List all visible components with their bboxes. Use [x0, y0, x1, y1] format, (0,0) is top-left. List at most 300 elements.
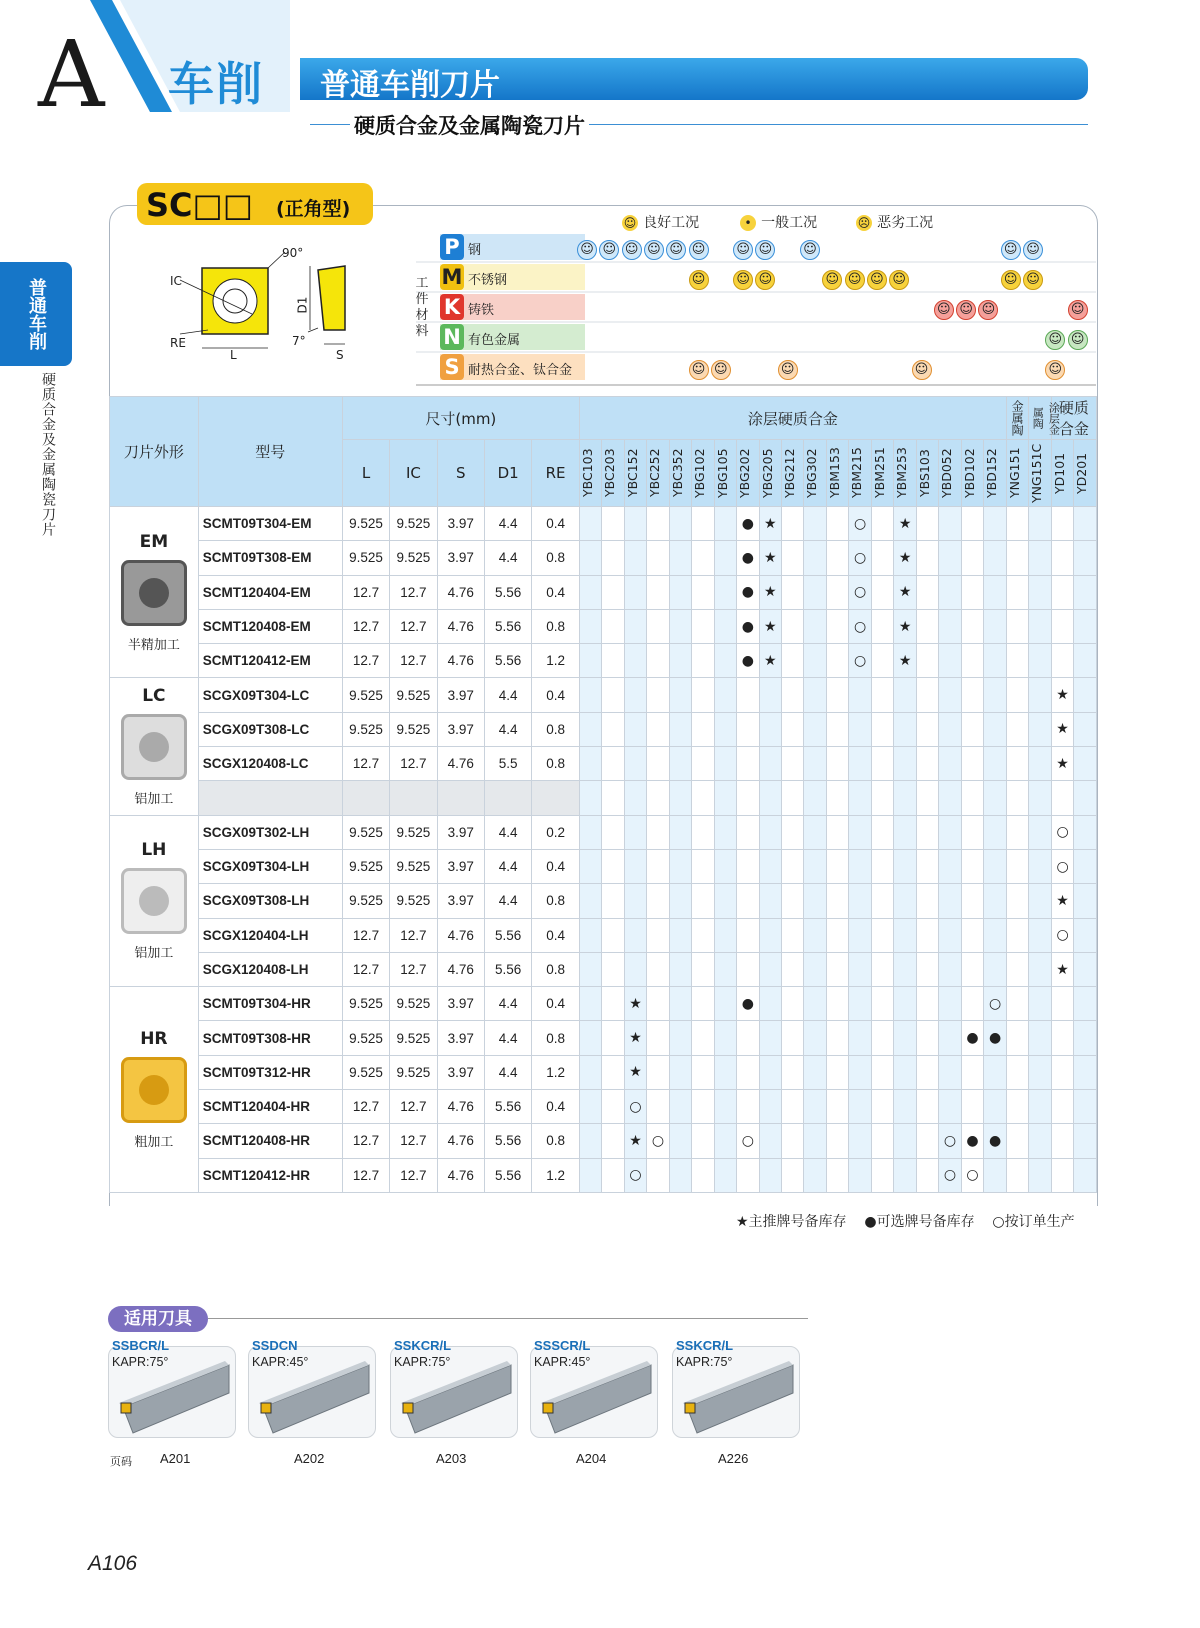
grade-cell — [714, 815, 736, 849]
grade-cell — [624, 952, 646, 986]
grade-cell — [1051, 987, 1073, 1021]
dim-cell-ic: 9.525 — [390, 507, 437, 541]
grade-cell: ● — [984, 1021, 1007, 1055]
tools-page-label: 页码 — [110, 1455, 132, 1468]
grade-cell — [692, 1090, 714, 1124]
dim-cell-d1: 4.4 — [484, 987, 531, 1021]
grade-cell — [714, 1021, 736, 1055]
grade-cell — [826, 952, 848, 986]
dim-cell-ic — [390, 781, 437, 815]
dim-cell-ic: 9.525 — [390, 541, 437, 575]
page-subtitle: 硬质合金及金属陶瓷刀片 — [350, 110, 589, 140]
tool-page-ref[interactable]: A201 — [160, 1451, 191, 1466]
insert-photo-icon — [121, 560, 187, 626]
grade-cell — [714, 952, 736, 986]
grade-cell — [804, 541, 826, 575]
dim-cell-l — [342, 781, 389, 815]
grade-cell — [1051, 541, 1073, 575]
dim-header-d1: D1 — [484, 440, 531, 507]
grade-cell — [647, 644, 669, 678]
side-tab-subtitle: 硬质合金及金属陶瓷刀片 — [40, 372, 56, 537]
grade-cell — [804, 507, 826, 541]
grade-cell — [849, 952, 871, 986]
grade-cell — [669, 849, 691, 883]
grade-cell: ★ — [894, 507, 916, 541]
grade-cell — [961, 815, 983, 849]
chapter-letter: A — [38, 21, 105, 128]
grade-cell — [849, 678, 871, 712]
material-name-s: 耐热合金、钛合金 — [468, 363, 573, 378]
smiley-good-icon: ☺ — [623, 216, 637, 230]
grade-cell — [647, 1055, 669, 1089]
condition-smiley-icon: ☺ — [755, 240, 775, 260]
condition-smiley-icon: ☺ — [778, 360, 798, 380]
grade-cell: ● — [961, 1124, 983, 1158]
grade-cell — [669, 815, 691, 849]
grade-cell — [782, 747, 804, 781]
grade-cell — [1074, 1090, 1097, 1124]
grade-cell — [826, 507, 848, 541]
grade-cell — [1074, 1124, 1097, 1158]
grade-cell — [624, 541, 646, 575]
table-row — [110, 575, 1097, 609]
grade-cell — [894, 781, 916, 815]
grade-cell — [692, 815, 714, 849]
material-name-n: 有色金属 — [468, 333, 521, 348]
grade-cell — [916, 1158, 938, 1192]
dim-cell-s: 3.97 — [437, 507, 484, 541]
grade-cell: ○ — [849, 507, 871, 541]
grade-cell — [1006, 712, 1028, 746]
dim-cell-s: 3.97 — [437, 815, 484, 849]
grade-cell — [692, 1158, 714, 1192]
condition-smiley-icon: ☺ — [711, 360, 731, 380]
tool-page-ref[interactable]: A202 — [294, 1451, 325, 1466]
grade-cell: ★ — [759, 644, 781, 678]
dim-cell-d1: 5.56 — [484, 1158, 531, 1192]
table-row — [110, 952, 1097, 986]
grade-cell: ★ — [624, 1124, 646, 1158]
grade-cell — [647, 1158, 669, 1192]
grade-cell — [826, 781, 848, 815]
grade-cell — [1051, 1090, 1073, 1124]
grade-cell — [714, 747, 736, 781]
grade-cell — [1074, 952, 1097, 986]
grade-cell — [782, 884, 804, 918]
grade-cell — [579, 678, 601, 712]
grade-cell — [916, 678, 938, 712]
grade-cell — [647, 541, 669, 575]
grade-cell — [692, 849, 714, 883]
col-coated-cermet-header: 涂层金属陶 — [1029, 397, 1051, 440]
grade-cell — [939, 644, 961, 678]
condition-smiley-icon: ☺ — [1001, 240, 1021, 260]
grade-cell — [1074, 918, 1097, 952]
grade-cell — [871, 644, 893, 678]
grade-cell — [737, 712, 759, 746]
grade-cell — [1006, 987, 1028, 1021]
grade-cell — [849, 1090, 871, 1124]
grade-cell — [759, 1055, 781, 1089]
condition-smiley-icon: ☺ — [622, 240, 642, 260]
model-cell: SCGX09T302-LH — [198, 815, 342, 849]
section-shape-note: (正角型) — [276, 198, 351, 220]
grade-cell — [826, 987, 848, 1021]
condition-smiley-icon: ☺ — [1045, 330, 1065, 350]
dim-cell-d1: 5.56 — [484, 575, 531, 609]
dim-cell-re: 0.8 — [532, 1124, 579, 1158]
insert-group-lc — [110, 678, 199, 815]
dim-cell-d1: 5.56 — [484, 952, 531, 986]
tool-page-ref[interactable]: A203 — [436, 1451, 467, 1466]
grade-cell — [579, 507, 601, 541]
dim-cell-d1: 5.5 — [484, 747, 531, 781]
grade-cell — [984, 918, 1007, 952]
grade-cell — [737, 849, 759, 883]
grade-cell — [804, 781, 826, 815]
grade-cell — [871, 815, 893, 849]
dim-cell-d1 — [484, 781, 531, 815]
grade-cell — [916, 781, 938, 815]
grade-cell — [647, 575, 669, 609]
tool-page-ref[interactable]: A204 — [576, 1451, 607, 1466]
grade-cell: ★ — [894, 644, 916, 678]
grade-cell — [579, 987, 601, 1021]
grade-cell: ★ — [1051, 952, 1073, 986]
grade-cell — [894, 918, 916, 952]
grade-cell — [826, 541, 848, 575]
grade-cell — [871, 507, 893, 541]
dim-cell-ic: 9.525 — [390, 678, 437, 712]
grade-cell — [1029, 1021, 1051, 1055]
table-row — [110, 1090, 1097, 1124]
grade-cell — [1051, 644, 1073, 678]
grade-cell — [1006, 849, 1028, 883]
model-cell: SCMT09T312-HR — [198, 1055, 342, 1089]
condition-smiley-icon: ☺ — [689, 240, 709, 260]
grade-cell: ○ — [939, 1158, 961, 1192]
grade-cell — [1006, 575, 1028, 609]
grade-cell — [1074, 987, 1097, 1021]
grade-cell — [759, 747, 781, 781]
grade-cell — [714, 1124, 736, 1158]
dim-cell-s: 3.97 — [437, 1055, 484, 1089]
grade-cell — [1029, 747, 1051, 781]
dim-cell-s: 4.76 — [437, 918, 484, 952]
grade-header-ybg212: YBG212 — [782, 440, 804, 507]
grade-cell — [849, 712, 871, 746]
grade-cell — [669, 1158, 691, 1192]
grade-cell — [849, 918, 871, 952]
grade-cell — [826, 1158, 848, 1192]
grade-cell — [669, 644, 691, 678]
grade-cell — [961, 678, 983, 712]
grade-cell — [1051, 609, 1073, 643]
dim-cell-l: 9.525 — [342, 1055, 389, 1089]
dim-cell-ic: 9.525 — [390, 1055, 437, 1089]
grade-cell — [647, 1090, 669, 1124]
grade-cell — [714, 1158, 736, 1192]
grade-cell — [804, 1158, 826, 1192]
grade-cell — [579, 747, 601, 781]
dim-header-ic: IC — [390, 440, 437, 507]
grade-cell — [692, 507, 714, 541]
dim-cell-ic: 12.7 — [390, 918, 437, 952]
grade-cell — [669, 1055, 691, 1089]
grade-cell — [894, 1055, 916, 1089]
dim-cell-d1: 5.56 — [484, 918, 531, 952]
grade-cell — [939, 678, 961, 712]
grade-cell — [1006, 678, 1028, 712]
grade-cell — [1074, 1055, 1097, 1089]
grade-cell — [871, 884, 893, 918]
grade-cell — [1051, 1124, 1073, 1158]
tool-name: SSSCR/L — [534, 1338, 591, 1353]
grade-cell — [624, 781, 646, 815]
grade-cell — [759, 815, 781, 849]
grade-cell — [692, 541, 714, 575]
model-cell: SCMT120412-HR — [198, 1158, 342, 1192]
grade-cell — [782, 678, 804, 712]
tool-kapr: KAPR:75° — [112, 1355, 169, 1369]
grade-header-yd101: YD101 — [1051, 440, 1073, 507]
grade-cell — [804, 1055, 826, 1089]
grade-cell — [804, 1124, 826, 1158]
grade-cell — [579, 849, 601, 883]
model-cell: SCMT09T308-EM — [198, 541, 342, 575]
grade-cell — [782, 781, 804, 815]
dim-cell-ic: 9.525 — [390, 1021, 437, 1055]
dim-cell-d1: 4.4 — [484, 507, 531, 541]
grade-cell — [916, 507, 938, 541]
condition-smiley-icon: ☺ — [1045, 360, 1065, 380]
grade-cell — [1006, 1158, 1028, 1192]
dim-cell-s: 4.76 — [437, 644, 484, 678]
grade-cell — [782, 609, 804, 643]
grade-cell: ★ — [759, 507, 781, 541]
grade-cell — [579, 609, 601, 643]
insert-photo-icon — [121, 868, 187, 934]
grade-cell — [961, 507, 983, 541]
grade-cell — [939, 884, 961, 918]
dim-cell-re: 0.2 — [532, 815, 579, 849]
dim-cell-s: 4.76 — [437, 747, 484, 781]
grade-cell: ★ — [894, 609, 916, 643]
grade-cell — [737, 1055, 759, 1089]
grade-cell — [939, 918, 961, 952]
grade-cell: ★ — [894, 541, 916, 575]
grade-cell — [737, 678, 759, 712]
grade-cell — [804, 918, 826, 952]
grade-cell — [1029, 541, 1051, 575]
grade-header-ybg102: YBG102 — [692, 440, 714, 507]
grade-cell — [714, 644, 736, 678]
dim-cell-s — [437, 781, 484, 815]
material-row-s — [440, 354, 585, 380]
tool-page-ref[interactable]: A226 — [718, 1451, 749, 1466]
grade-cell — [871, 1158, 893, 1192]
grade-header-ybc352: YBC352 — [669, 440, 691, 507]
grade-header-yng151c: YNG151C — [1029, 440, 1051, 507]
dim-cell-re: 1.2 — [532, 644, 579, 678]
grade-cell — [579, 1124, 601, 1158]
grade-cell — [804, 884, 826, 918]
material-row-n — [440, 324, 585, 350]
diagram-angle-top: 90° — [282, 246, 304, 260]
dim-cell-s: 4.76 — [437, 575, 484, 609]
grade-cell — [579, 884, 601, 918]
grade-cell — [826, 884, 848, 918]
grade-cell — [1029, 987, 1051, 1021]
grade-cell — [624, 678, 646, 712]
diagram-label-l: L — [230, 348, 237, 362]
grade-cell — [1051, 781, 1073, 815]
grade-cell — [1051, 575, 1073, 609]
grade-header-yng151: YNG151 — [1006, 440, 1028, 507]
diagram-label-s: S — [336, 348, 344, 362]
grade-cell — [737, 1158, 759, 1192]
group-code: LH — [141, 840, 167, 861]
grade-cell — [579, 1158, 601, 1192]
grade-cell: ○ — [737, 1124, 759, 1158]
dim-cell-s: 3.97 — [437, 884, 484, 918]
grade-cell — [1006, 918, 1028, 952]
dim-cell-re: 0.8 — [532, 541, 579, 575]
group-code: EM — [139, 531, 169, 552]
grade-cell — [1006, 644, 1028, 678]
grade-cell — [714, 678, 736, 712]
grade-cell: ○ — [939, 1124, 961, 1158]
grade-cell — [714, 712, 736, 746]
grade-cell — [916, 1055, 938, 1089]
dim-cell-ic: 9.525 — [390, 815, 437, 849]
model-cell: SCMT120412-EM — [198, 644, 342, 678]
grade-cell — [714, 987, 736, 1021]
dim-cell-ic: 12.7 — [390, 952, 437, 986]
grade-cell — [916, 575, 938, 609]
grade-cell — [579, 541, 601, 575]
grade-cell — [579, 952, 601, 986]
grade-cell — [916, 849, 938, 883]
grade-cell — [782, 849, 804, 883]
table-row — [110, 541, 1097, 575]
grade-cell — [602, 609, 624, 643]
grade-cell — [1006, 1055, 1028, 1089]
grade-cell — [647, 952, 669, 986]
grade-cell — [714, 918, 736, 952]
grade-cell — [849, 1021, 871, 1055]
grade-cell — [984, 884, 1007, 918]
grade-cell — [961, 747, 983, 781]
grade-cell — [804, 987, 826, 1021]
dim-cell-d1: 4.4 — [484, 1021, 531, 1055]
group-name: 铝加工 — [134, 946, 174, 962]
grade-cell — [1006, 507, 1028, 541]
grade-cell — [1006, 541, 1028, 575]
grade-cell — [782, 644, 804, 678]
grade-cell — [647, 609, 669, 643]
grade-cell — [759, 1021, 781, 1055]
grade-cell — [624, 918, 646, 952]
grade-cell — [669, 918, 691, 952]
grade-cell — [1006, 1021, 1028, 1055]
stock-legend-dot: ●可选牌号备库存 — [864, 1214, 975, 1230]
grade-cell — [759, 678, 781, 712]
grade-cell — [759, 1124, 781, 1158]
grade-cell — [849, 1055, 871, 1089]
dim-cell-ic: 12.7 — [390, 644, 437, 678]
grade-cell — [1029, 849, 1051, 883]
grade-header-ybc252: YBC252 — [647, 440, 669, 507]
grade-cell — [916, 1021, 938, 1055]
grade-cell — [669, 1124, 691, 1158]
grade-cell: ★ — [1051, 884, 1073, 918]
grade-cell — [1074, 849, 1097, 883]
legend-bad: ☹ 恶劣工况 — [857, 215, 934, 231]
condition-smiley-icon: ☺ — [733, 270, 753, 290]
grade-cell — [714, 884, 736, 918]
grade-cell — [939, 1021, 961, 1055]
grade-cell — [669, 609, 691, 643]
grade-cell — [602, 747, 624, 781]
grade-cell: ○ — [849, 609, 871, 643]
grade-cell — [692, 609, 714, 643]
grade-cell — [579, 1055, 601, 1089]
table-row — [110, 712, 1097, 746]
grade-cell — [624, 849, 646, 883]
side-tab-turning[interactable]: 普通车削 — [0, 262, 72, 366]
grade-cell — [984, 644, 1007, 678]
grade-cell — [669, 678, 691, 712]
grade-cell — [961, 644, 983, 678]
condition-smiley-icon: ☺ — [755, 270, 775, 290]
material-letter-k: K — [440, 294, 464, 320]
grade-header-ybc203: YBC203 — [602, 440, 624, 507]
dim-cell-l: 9.525 — [342, 987, 389, 1021]
grade-cell — [939, 609, 961, 643]
grade-cell — [1051, 1021, 1073, 1055]
grade-cell — [984, 507, 1007, 541]
grade-cell — [894, 849, 916, 883]
grade-cell — [1074, 609, 1097, 643]
table-row — [110, 815, 1097, 849]
grade-cell — [984, 1055, 1007, 1089]
grade-cell — [826, 815, 848, 849]
grade-cell — [714, 609, 736, 643]
grade-cell: ★ — [624, 1055, 646, 1089]
grade-cell: ★ — [1051, 678, 1073, 712]
dim-cell-d1: 4.4 — [484, 1055, 531, 1089]
dim-cell-ic: 9.525 — [390, 884, 437, 918]
grade-cell — [647, 884, 669, 918]
dim-cell-re: 0.4 — [532, 507, 579, 541]
grade-cell — [692, 678, 714, 712]
grade-cell — [804, 1090, 826, 1124]
grade-cell — [647, 918, 669, 952]
grade-cell — [871, 747, 893, 781]
grade-cell — [939, 575, 961, 609]
model-cell: SCMT09T304-EM — [198, 507, 342, 541]
grade-cell — [939, 1055, 961, 1089]
dim-cell-l: 12.7 — [342, 952, 389, 986]
grade-cell — [782, 507, 804, 541]
tool-name: SSKCR/L — [394, 1338, 452, 1353]
grade-cell — [961, 987, 983, 1021]
col-coated-header: 涂层硬质合金 — [579, 397, 1006, 440]
dim-cell-ic: 9.525 — [390, 849, 437, 883]
grade-cell — [849, 1124, 871, 1158]
condition-smiley-icon: ☺ — [912, 360, 932, 380]
